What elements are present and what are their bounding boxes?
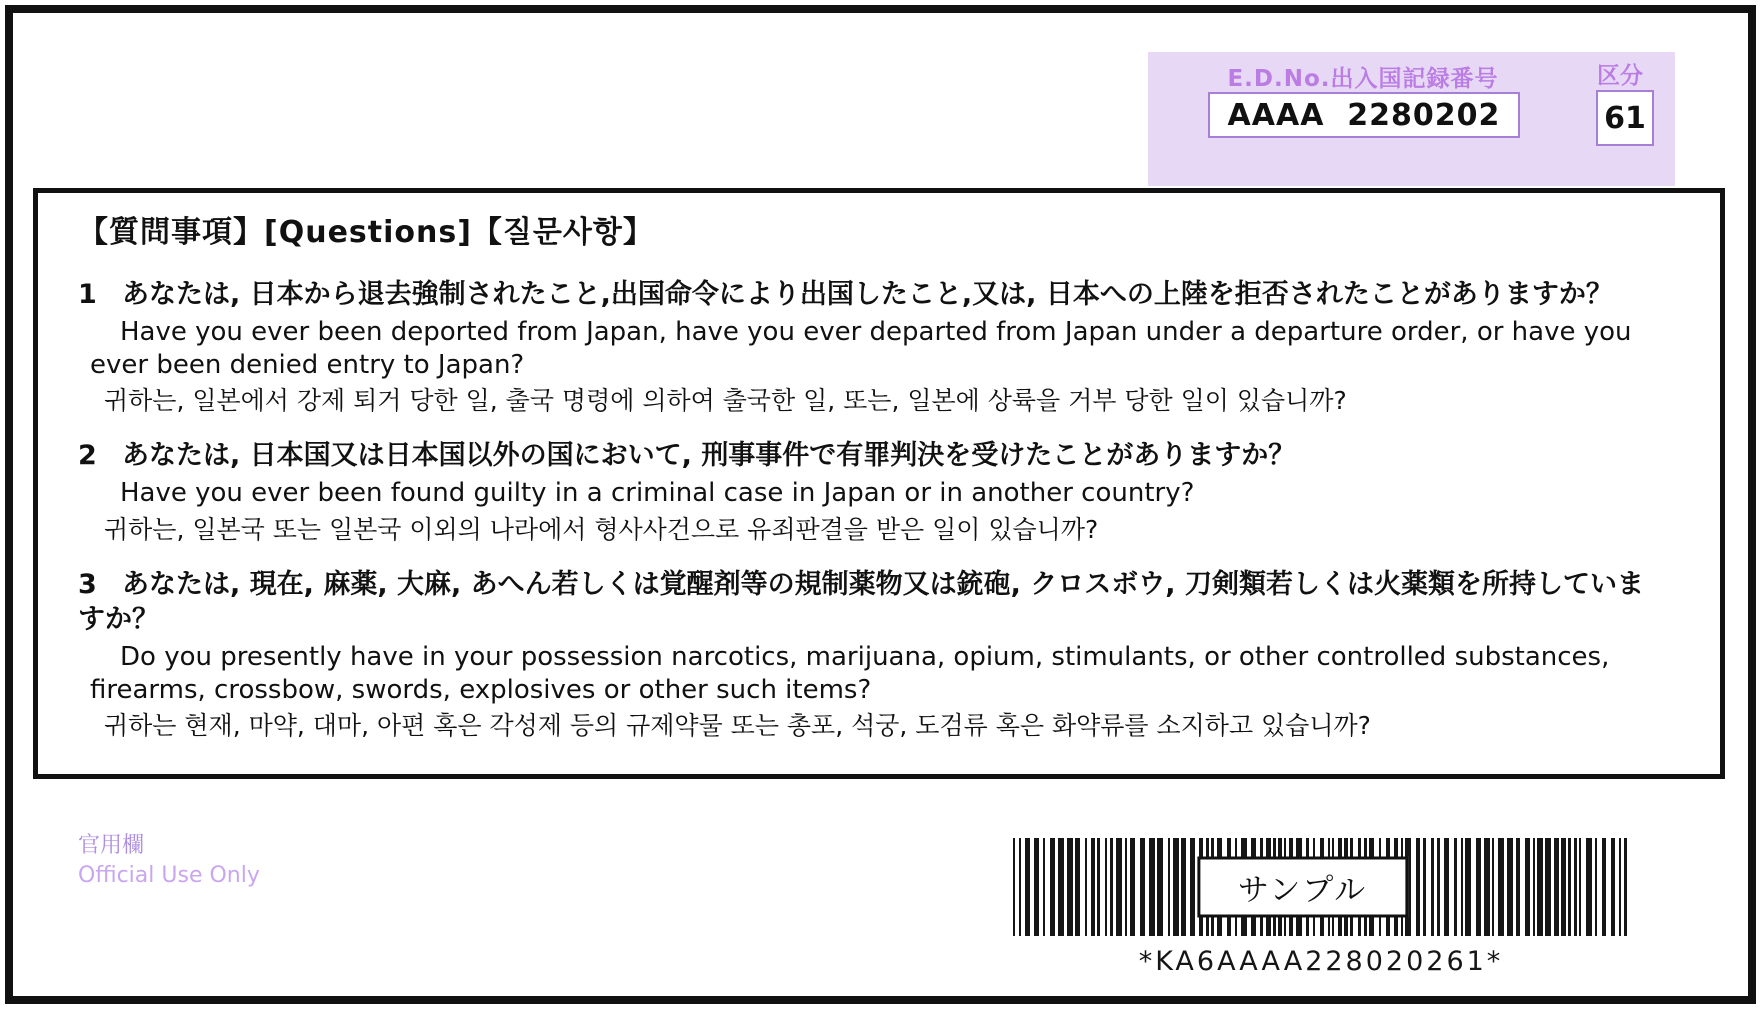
barcode-bar bbox=[1091, 838, 1095, 936]
barcode-block bbox=[1013, 838, 1629, 977]
barcode-bar bbox=[1116, 838, 1122, 936]
barcode-bar bbox=[1595, 838, 1597, 936]
barcode-bar bbox=[1105, 838, 1107, 936]
barcode-bar bbox=[1423, 838, 1426, 936]
barcode-bar bbox=[1085, 838, 1087, 936]
question-3-japanese-text: あなたは, 現在, 麻薬, 大麻, あへん若しくは覚醒剤等の規制薬物又は銃砲, クロスボウ, 刀剣類若しくは火薬類を所持していますか？ bbox=[78, 569, 1644, 636]
barcode-bar bbox=[1574, 838, 1577, 936]
question-3 bbox=[78, 567, 1665, 741]
question-2-japanese-text: あなたは, 日本国又は日本国以外の国において, 刑事事件で有罪判決を受けたことがありますか？ bbox=[122, 440, 1296, 472]
barcode-bar bbox=[1075, 838, 1080, 936]
official-use-label-ja: 官用欄 bbox=[78, 833, 145, 858]
barcode-bar bbox=[1019, 838, 1021, 936]
kubun-label: 区分 bbox=[1597, 63, 1643, 89]
barcode-bar bbox=[1619, 838, 1621, 936]
ed-number-field bbox=[1208, 92, 1520, 138]
question-1-japanese bbox=[78, 277, 1665, 312]
barcode-bar bbox=[1034, 838, 1039, 936]
barcode-bar bbox=[1507, 838, 1513, 936]
barcode-bar bbox=[1190, 838, 1195, 936]
barcode-bar bbox=[1465, 838, 1471, 936]
barcode-bar bbox=[1173, 838, 1179, 936]
ed-number-label: E.D.No.出入国記録番号 bbox=[1227, 66, 1499, 92]
question-1-number: 1 bbox=[78, 279, 97, 310]
barcode-bar bbox=[1149, 838, 1155, 936]
questions-header: 【質問事項】[Questions]【질문사항】 bbox=[78, 215, 654, 250]
barcode-bar bbox=[1516, 838, 1520, 936]
barcode-bar bbox=[1492, 838, 1494, 936]
barcode-bar bbox=[1416, 838, 1420, 936]
sample-overlay-label: サンプル bbox=[1237, 872, 1368, 909]
barcode-bar bbox=[1545, 838, 1551, 936]
barcode-image bbox=[1013, 838, 1629, 936]
barcode-bar bbox=[1058, 838, 1064, 936]
barcode-bar bbox=[1125, 838, 1127, 936]
barcode-bar bbox=[1437, 838, 1440, 936]
barcode-bar bbox=[1110, 838, 1113, 936]
ed-number-panel bbox=[1148, 52, 1675, 186]
barcode-value-text: *KA6AAAA228020261* bbox=[1138, 946, 1504, 977]
barcode-bar bbox=[1533, 838, 1535, 936]
barcode-bar bbox=[1602, 838, 1606, 936]
question-3-number: 3 bbox=[78, 569, 97, 601]
barcode-bar bbox=[1561, 838, 1566, 936]
question-1-english: Have you ever been deported from Japan, have you ever departed from Japan under a departure order, or have you ever been denied entry to Japan? bbox=[90, 317, 1632, 380]
barcode-bar bbox=[1181, 838, 1186, 936]
barcode-bar bbox=[1013, 838, 1015, 936]
question-1-japanese-text: あなたは, 日本から退去強制されたこと,出国命令により出国したこと,又は, 日本への上陸を拒否されたことがありますか？ bbox=[122, 279, 1613, 310]
question-1 bbox=[78, 277, 1665, 416]
barcode-bar bbox=[1050, 838, 1055, 936]
barcode-bar bbox=[1498, 838, 1504, 936]
barcode-bar bbox=[1476, 838, 1481, 936]
barcode-bar bbox=[1444, 838, 1449, 936]
barcode-bar bbox=[1525, 838, 1530, 936]
sample-overlay-box bbox=[1197, 857, 1408, 918]
questions-box bbox=[33, 188, 1725, 779]
barcode-bar bbox=[1140, 838, 1145, 936]
barcode-bar bbox=[1168, 838, 1170, 936]
official-use-block bbox=[78, 828, 260, 888]
barcode-bar bbox=[1461, 838, 1463, 936]
question-2-japanese bbox=[78, 438, 1665, 473]
barcode-bar bbox=[1067, 838, 1073, 936]
barcode-bar bbox=[1537, 838, 1543, 936]
ed-number-value: AAAA 2280202 bbox=[1227, 97, 1501, 133]
barcode-bar bbox=[1043, 838, 1045, 936]
question-2 bbox=[78, 438, 1665, 545]
official-use-label-en: Official Use Only bbox=[78, 863, 260, 888]
barcode-bar bbox=[1097, 838, 1100, 936]
barcode-bar bbox=[1431, 838, 1434, 936]
question-2-korean: 귀하는, 일본국 또는 일본국 이외의 나라에서 형사사건으로 유죄판결을 받은 일이 있습니까? bbox=[104, 514, 1099, 544]
question-3-japanese bbox=[78, 567, 1665, 637]
question-3-korean: 귀하는 현재, 마약, 대마, 아편 혹은 각성제 등의 규제약물 또는 총포, 석궁, 도검류 혹은 화약류를 소지하고 있습니까? bbox=[104, 711, 1371, 741]
question-2-number: 2 bbox=[78, 440, 97, 472]
question-1-korean: 귀하는, 일본에서 강제 퇴거 당한 일, 출국 명령에 의하여 출국한 일, 또는, 일본에 상륙을 거부 당한 일이 있습니까? bbox=[104, 386, 1347, 416]
barcode-bar bbox=[1454, 838, 1457, 936]
barcode-bar bbox=[1484, 838, 1490, 936]
barcode-bar bbox=[1611, 838, 1615, 936]
barcode-bar bbox=[1579, 838, 1581, 936]
question-3-english: Do you presently have in your possession narcotics, marijuana, opium, stimulants, or other controlled substances, firearms, crossbow, swords, explosives or other such items? bbox=[90, 642, 1610, 705]
barcode-bar bbox=[1586, 838, 1592, 936]
barcode-bar bbox=[1624, 838, 1627, 936]
barcode-bar bbox=[1554, 838, 1559, 936]
barcode-bar bbox=[1025, 838, 1030, 936]
barcode-bar bbox=[1157, 838, 1163, 936]
kubun-value: 61 bbox=[1604, 100, 1646, 136]
question-2-english: Have you ever been found guilty in a criminal case in Japan or in another country? bbox=[120, 478, 1195, 509]
kubun-field bbox=[1596, 90, 1654, 146]
barcode-bar bbox=[1130, 838, 1135, 936]
barcode-bar bbox=[1568, 838, 1571, 936]
